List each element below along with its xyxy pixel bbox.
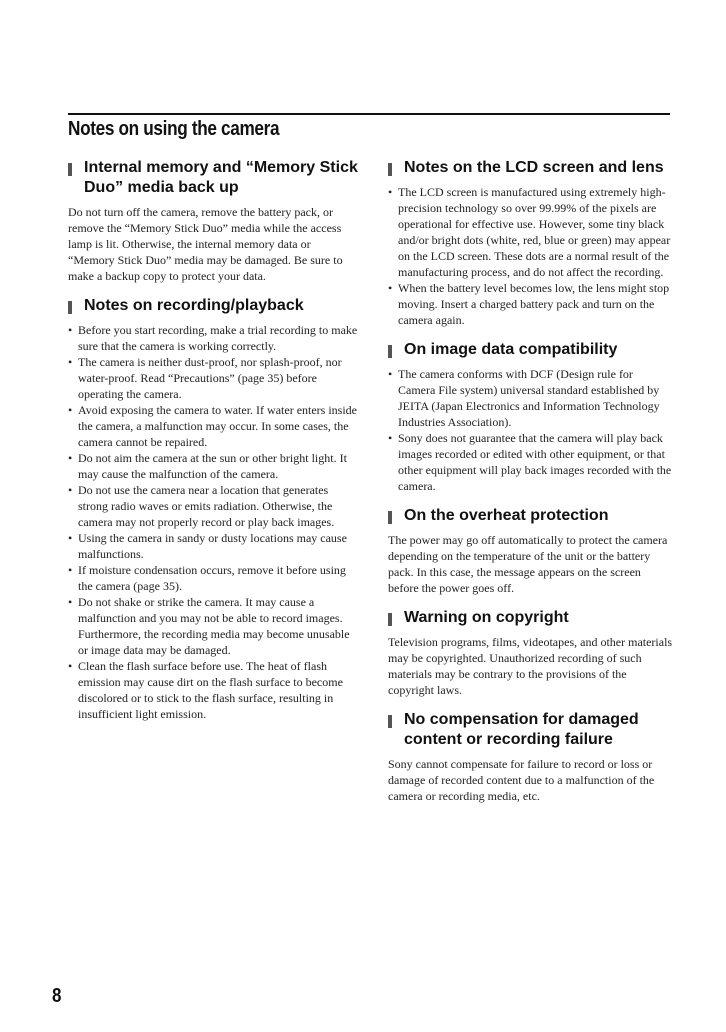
section-heading	[388, 608, 673, 628]
list-item-text: Do not shake or strike the camera. It may cause a malfunction and you may not be able to record images. Furthermore, the recording media may become unusable or image data may be damaged.	[78, 595, 350, 657]
section-compatibility	[388, 340, 673, 494]
section-internal-memory	[68, 158, 358, 284]
bullet-dot: •	[68, 323, 73, 337]
list-item	[68, 530, 358, 562]
section-heading	[388, 158, 673, 178]
bullet-dot: •	[68, 595, 73, 609]
section-heading	[68, 296, 358, 316]
bullet-list	[388, 184, 673, 328]
list-item	[68, 322, 358, 354]
list-item	[388, 430, 673, 494]
bullet-dot: •	[388, 281, 393, 295]
heading-text: On the overheat protection	[404, 507, 609, 524]
heading-marker	[68, 163, 72, 176]
bullet-dot: •	[68, 659, 73, 673]
heading-text: Warning on copyright	[404, 609, 569, 626]
list-item	[68, 482, 358, 530]
list-item-text: Clean the flash surface before use. The heat of flash emission may cause dirt on the flash surface to become discolored or to stick to the flash surface, resulting in insufficient light emission.	[78, 659, 343, 721]
section-heading	[388, 340, 673, 360]
section-text: Sony cannot compensate for failure to record or loss or damage of recorded content due to a malfunction of the camera or recording media, etc.	[388, 757, 655, 803]
bullet-dot: •	[68, 483, 73, 497]
list-item	[388, 280, 673, 328]
list-item	[388, 366, 673, 430]
list-item	[68, 402, 358, 450]
bullet-dot: •	[388, 367, 393, 381]
heading-marker	[388, 163, 392, 176]
list-item-text: Do not aim the camera at the sun or other bright light. It may cause the malfunction of the camera.	[78, 451, 347, 481]
bullet-dot: •	[388, 185, 393, 199]
heading-marker	[388, 511, 392, 524]
bullet-dot: •	[388, 431, 393, 445]
list-item-text: The camera is neither dust-proof, nor splash-proof, nor water-proof. Read “Precautions” (page 35) before operating the camera.	[78, 355, 342, 401]
bullet-dot: •	[68, 355, 73, 369]
list-item-text: Before you start recording, make a trial recording to make sure that the camera is working correctly.	[78, 323, 358, 353]
right-column	[388, 158, 673, 816]
list-item	[68, 562, 358, 594]
heading-marker	[68, 301, 72, 314]
section-overheat	[388, 506, 673, 596]
bullet-list	[388, 366, 673, 494]
list-item-text: The LCD screen is manufactured using extremely high-precision technology so over 99.99% of the pixels are operational for effective use. However, some tiny black and/or bright dots (white, red, blue or green) may appear on the LCD screen. These dots are a normal result of the manufacturing process, and do not affect the recording.	[398, 185, 671, 279]
list-item-text: If moisture condensation occurs, remove it before using the camera (page 35).	[78, 563, 346, 593]
section-text: Do not turn off the camera, remove the battery pack, or remove the “Memory Stick Duo” media while the access lamp is lit. Otherwise, the internal memory data or “Memory Stick Duo” media may be damaged. Be sure to make a backup copy to protect your data.	[68, 205, 343, 283]
section-heading	[388, 506, 673, 526]
list-item	[68, 594, 358, 658]
bullet-dot: •	[68, 451, 73, 465]
section-text: Television programs, films, videotapes, and other materials may be copyrighted. Unauthorized recording of such materials may be contrary to the provisions of the copyright laws.	[388, 635, 673, 697]
section-compensation	[388, 710, 673, 804]
page-title: Notes on using the camera	[68, 118, 280, 140]
bullet-dot: •	[68, 563, 73, 577]
bullet-dot: •	[68, 531, 73, 545]
heading-text: Notes on recording/playback	[84, 297, 304, 314]
title-rule	[68, 113, 670, 115]
heading-text: On image data compatibility	[404, 341, 618, 358]
list-item	[68, 450, 358, 482]
heading-text: Internal memory and “Memory Stick Duo” media back up	[84, 159, 358, 196]
list-item-text: Avoid exposing the camera to water. If water enters inside the camera, a malfunction may occur. In some cases, the camera cannot be repaired.	[78, 403, 358, 449]
list-item	[68, 658, 358, 722]
section-recording-playback	[68, 296, 358, 722]
section-text: The power may go off automatically to protect the camera depending on the temperature of the unit or the battery pack. In this case, the message appears on the screen before the power goes off.	[388, 533, 668, 595]
bullet-dot: •	[68, 403, 73, 417]
left-column	[68, 158, 358, 734]
section-copyright	[388, 608, 673, 698]
section-lcd-lens	[388, 158, 673, 328]
bullet-list	[68, 322, 358, 722]
list-item	[388, 184, 673, 280]
heading-marker	[388, 613, 392, 626]
heading-marker	[388, 715, 392, 728]
list-item-text: Using the camera in sandy or dusty locations may cause malfunctions.	[78, 531, 347, 561]
list-item-text: Sony does not guarantee that the camera will play back images recorded or edited with other equipment, or that other equipment will play back images recorded with the camera.	[398, 431, 672, 493]
list-item-text: Do not use the camera near a location that generates strong radio waves or emits radiation. Otherwise, the camera may not properly record or play back images.	[78, 483, 335, 529]
list-item	[68, 354, 358, 402]
heading-marker	[388, 345, 392, 358]
page-number: 8	[52, 985, 62, 1007]
list-item-text: When the battery level becomes low, the lens might stop moving. Insert a charged battery pack and turn on the camera again.	[398, 281, 670, 327]
list-item-text: The camera conforms with DCF (Design rule for Camera File system) universal standard established by JEITA (Japan Electronics and Information Technology Industries Association).	[398, 367, 660, 429]
section-heading	[388, 710, 673, 750]
section-heading	[68, 158, 358, 198]
heading-text: Notes on the LCD screen and lens	[404, 159, 664, 176]
heading-text: No compensation for damaged content or recording failure	[404, 711, 639, 748]
